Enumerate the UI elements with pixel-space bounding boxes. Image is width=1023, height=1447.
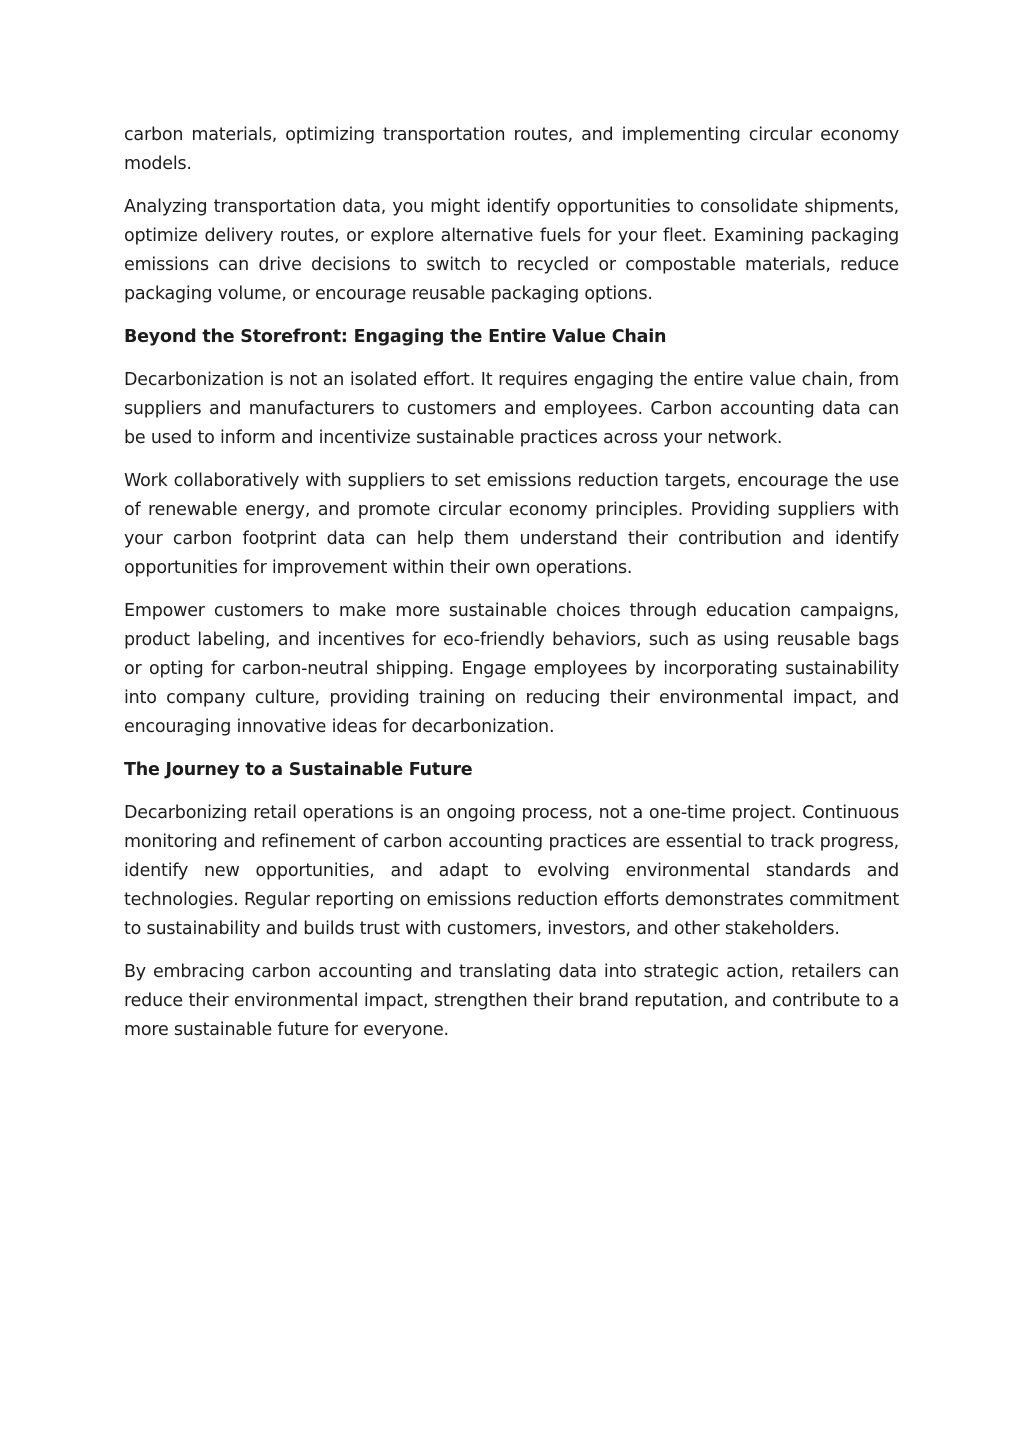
paragraph-transportation-data: Analyzing transportation data, you might identify opportunities to consolidate shipments, optimize delivery routes, or explore alternative fuels for your fleet. Examining packaging emissions can drive decisions to switch to recycled or compostable materials, reduce packaging volume, or encourage reusable packaging options. — [124, 197, 899, 304]
paragraph-carbon-materials: carbon materials, optimizing transportation routes, and implementing circular economy models. — [124, 125, 899, 174]
paragraph-customers-employees: Empower customers to make more sustainable choices through education campaigns, product labeling, and incentives for eco-friendly behaviors, such as using reusable bags or opting for carbon-neutral shipping. Engage employees by incorporating sustainability into company culture, providing training on reducing their environmental impact, and encouraging innovative ideas for decarbonization. — [124, 601, 899, 737]
paragraph-conclusion: By embracing carbon accounting and translating data into strategic action, retailers can reduce their environmental impact, strengthen their brand reputation, and contribute to a more sustainable future for everyone. — [124, 962, 899, 1040]
paragraph-ongoing-process: Decarbonizing retail operations is an ongoing process, not a one-time project. Continuous monitoring and refinement of carbon accounting practices are essential to track progress, identify new opportunities, and adapt to evolving environmental standards and technologies. Regular reporting on emissions reduction efforts demonstrates commitment to sustainability and builds trust with customers, investors, and other stakeholders. — [124, 803, 899, 939]
section-heading-value-chain: Beyond the Storefront: Engaging the Entire Value Chain — [124, 327, 667, 347]
paragraph-suppliers: Work collaboratively with suppliers to set emissions reduction targets, encourage the use of renewable energy, and promote circular economy principles. Providing suppliers with your carbon footprint data can help them understand their contribution and identify opportunities for improvement within their own operations. — [124, 471, 899, 578]
section-heading-sustainable-future: The Journey to a Sustainable Future — [124, 760, 473, 780]
paragraph-decarbonization-effort: Decarbonization is not an isolated effort. It requires engaging the entire value chain, from suppliers and manufacturers to customers and employees. Carbon accounting data can be used to inform and incentivize sustainable practices across your network. — [124, 370, 899, 448]
document-page — [124, 121, 899, 1059]
